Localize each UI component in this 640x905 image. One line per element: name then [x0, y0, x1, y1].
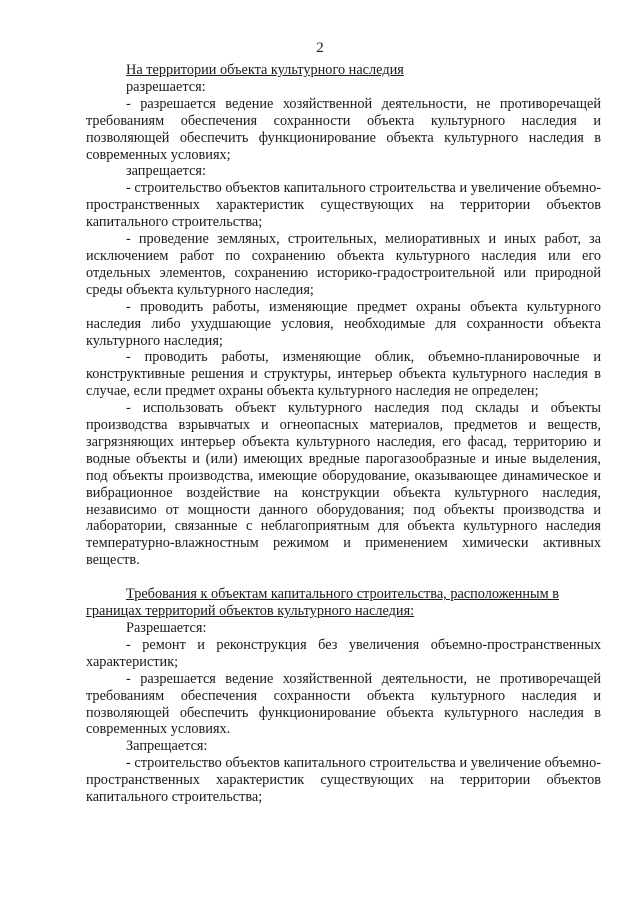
forbidden-label: запрещается:: [126, 163, 206, 180]
section-cultural-heritage-territory: [86, 62, 601, 569]
page-number: 2: [316, 40, 324, 56]
section-capital-construction-requirements: [86, 586, 601, 806]
forbidden-item: - строительство объектов капитального строительства и увеличение объемно-пространственных характеристик существующих на территории объектов капитального строительства;: [86, 180, 601, 231]
allowed-item: - ремонт и реконструкция без увеличения объемно-пространственных характеристик;: [86, 636, 601, 670]
forbidden-label: Запрещается:: [126, 738, 208, 755]
forbidden-item: - проводить работы, изменяющие облик, объемно-планировочные и конструктивные решения и структуры, интерьер объекта культурного наследия в случае, если предмет охраны объекта культурного наследия не определен;: [86, 349, 601, 400]
forbidden-item: - проводить работы, изменяющие предмет охраны объекта культурного наследия либо ухудшающие условия, необходимые для сохранности объекта культурного наследия;: [86, 298, 601, 349]
forbidden-item: - строительство объектов капитального строительства и увеличение объемно-пространственных характеристик существующих на территории объектов капитального строительства;: [86, 755, 601, 806]
section-heading: Требования к объектам капитального строительства, расположенным в границах территорий объектов культурного наследия:: [86, 586, 560, 620]
allowed-label: Разрешается:: [126, 620, 207, 636]
allowed-label: разрешается:: [126, 78, 206, 95]
allowed-item: - разрешается ведение хозяйственной деятельности, не противоречащей требованиям обеспечения сохранности объекта культурного наследия и позволяющей обеспечить функционирование объекта культурного наследия в современных условиях.: [86, 670, 601, 738]
page-content: [86, 62, 601, 806]
allowed-item: - разрешается ведение хозяйственной деятельности, не противоречащей требованиям обеспечения сохранности объекта культурного наследия и позволяющей обеспечить функционирование объекта культурного наследия в современных условиях;: [86, 95, 601, 163]
section-heading: На территории объекта культурного наследия: [126, 62, 404, 78]
section-spacer: [86, 569, 601, 586]
forbidden-item: - проведение земляных, строительных, мелиоративных и иных работ, за исключением работ по сохранению объекта культурного наследия или его отдельных элементов, сохранению историко-градостроительной или природной среды объекта культурного наследия;: [86, 231, 601, 298]
forbidden-item: - использовать объект культурного наследия под склады и объекты производства взрывчатых и огнеопасных материалов, предметов и веществ, загрязняющих интерьер объекта культурного наследия, его фасад, территорию и водные объекты и (или) имеющих вредные парогазообразные и иные выделения, под объекты производства, имеющие оборудование, оказывающее динамическое и вибрационное воздействие на конструкции объекта культурного наследия, независимо от мощности данного оборудования; под объекты производства и лаборатории, связанные с неблагоприятным для объекта культурного наследия температурно-влажностным режимом и применением химически активных веществ.: [86, 400, 601, 569]
